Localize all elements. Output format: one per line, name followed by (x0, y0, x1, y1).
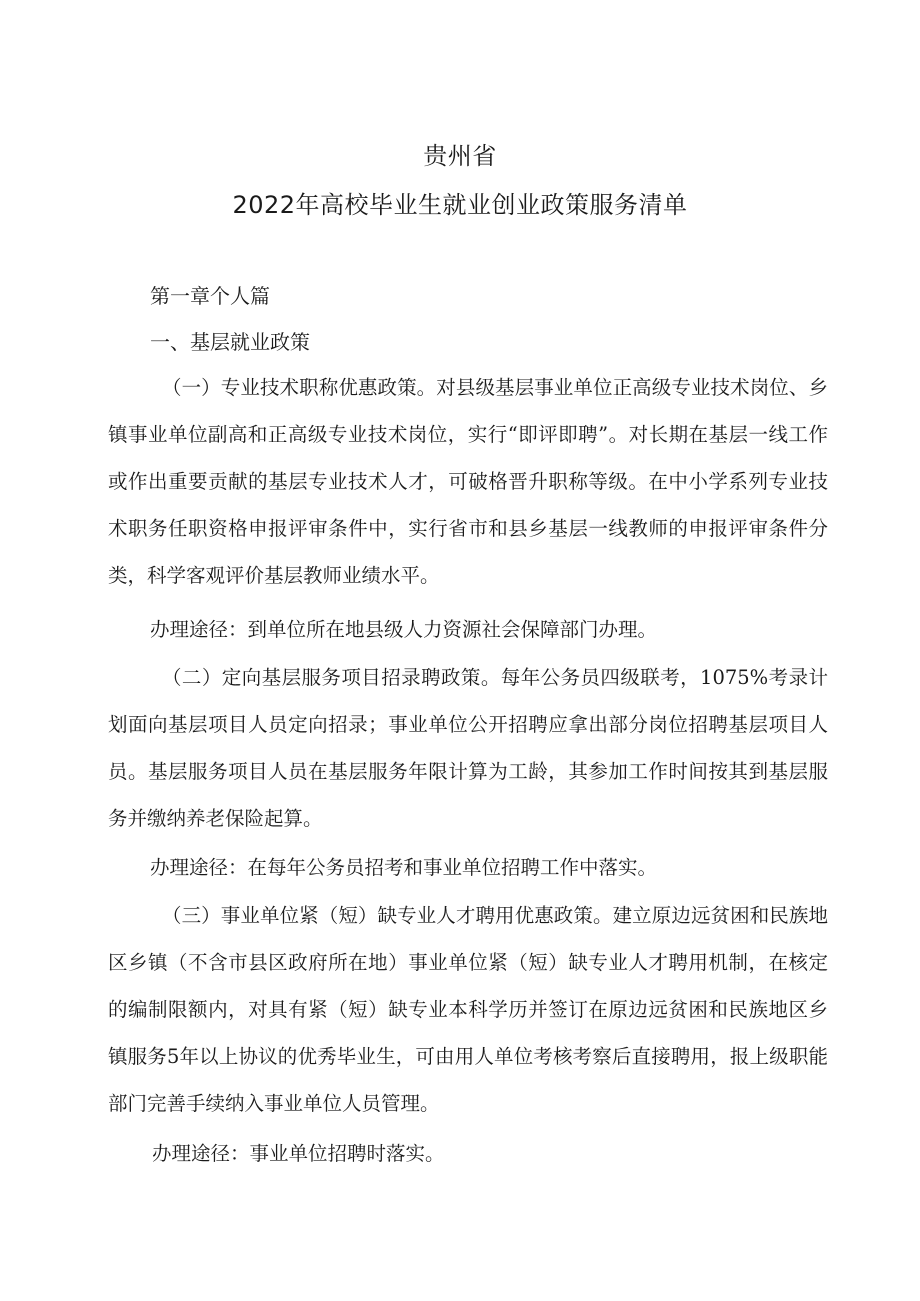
document-title: 2022年高校毕业生就业创业政策服务清单 (232, 191, 688, 219)
policy-paragraph-1: （一）专业技术职称优惠政策。对县级基层事业单位正高级专业技术岗位、乡镇事业单位副高和正高级专业技术岗位，实行“即评即聘”。对长期在基层一线工作或作出重要贡献的基层专业技术人才，可破格晋升职称等级。在中小学系列专业技术职务任职资格申报评审条件中，实行省市和县乡基层一线教师的申报评审条件分类，科学客观评价基层教师业绩水平。 (108, 376, 828, 587)
procedure-line-2: 办理途径：在每年公务员招考和事业单位招聘工作中落实。 (150, 856, 658, 879)
procedure-line-3: 办理途径：事业单位招聘时落实。 (152, 1142, 445, 1165)
policy-paragraph-2: （二）定向基层服务项目招录聘政策。每年公务员四级联考，1075%考录计划面向基层项目人员定向招录；事业单位公开招聘应拿出部分岗位招聘基层项目人员。基层服务项目人员在基层服务年限计算为工龄，其参加工作时间按其到基层服务并缴纳养老保险起算。 (108, 666, 828, 830)
section-heading: 一、基层就业政策 (150, 330, 310, 354)
document-title-province: 贵州省 (423, 142, 497, 170)
procedure-line-1: 办理途径：到单位所在地县级人力资源社会保障部门办理。 (150, 618, 658, 641)
policy-paragraph-3: （三）事业单位紧（短）缺专业人才聘用优惠政策。建立原边远贫困和民族地区乡镇（不含市县区政府所在地）事业单位紧（短）缺专业人才聘用机制，在核定的编制限额内，对具有紧（短）缺专业本科学历并签订在原边远贫困和民族地区乡镇服务5年以上协议的优秀毕业生，可由用人单位考核考察后直接聘用，报上级职能部门完善手续纳入事业单位人员管理。 (108, 904, 828, 1115)
chapter-heading: 第一章个人篇 (150, 284, 270, 308)
